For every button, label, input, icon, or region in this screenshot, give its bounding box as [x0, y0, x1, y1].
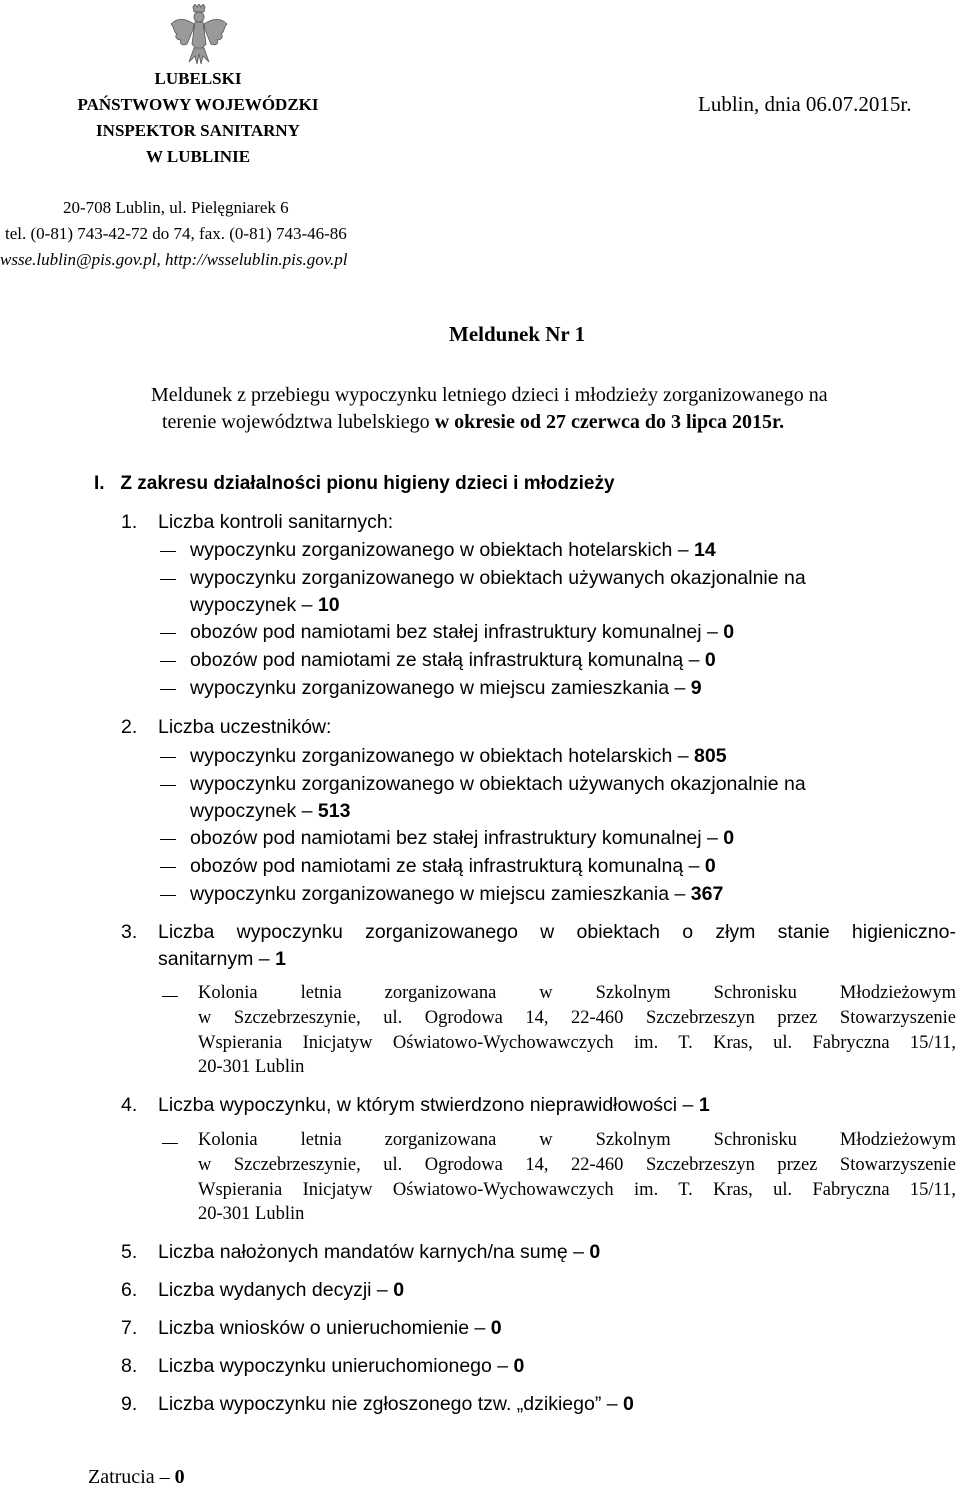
dash-bullet	[160, 661, 176, 662]
org-line: LUBELSKI	[154, 69, 242, 88]
list-item	[190, 855, 716, 878]
org-phone: tel. (0-81) 743-42-72 do 74, fax. (0-81) 743-46-86	[5, 224, 347, 243]
dash-bullet	[160, 689, 176, 690]
detail-line: Wspierania Inicjatyw Oświatowo-Wychowawczych im. T. Kras, ul. Fabryczna 15/11,	[198, 1180, 956, 1200]
section-heading	[94, 473, 615, 495]
list-item-text: obozów pod namiotami bez stałej infrastruktury komunalnej –	[190, 827, 724, 849]
list-item-value: 367	[690, 883, 724, 905]
intro-line-2	[162, 411, 784, 434]
list-item	[190, 677, 702, 700]
list-item-text: wypoczynku zorganizowanego w obiektach hotelarskich –	[190, 745, 695, 767]
org-web: wsse.lublin@pis.gov.pl, http://wsselublin.pis.gov.pl	[0, 250, 348, 269]
item-value: 0	[513, 1355, 525, 1377]
item-label: Liczba kontroli sanitarnych:	[158, 511, 394, 533]
list-item	[190, 621, 734, 644]
dash-bullet	[160, 579, 176, 580]
list-item-text: obozów pod namiotami ze stałą infrastrukturą komunalną –	[190, 855, 705, 877]
item-number: 6.	[121, 1279, 138, 1301]
dash-bullet	[162, 996, 178, 997]
item-label-cont	[158, 948, 286, 971]
list-item	[190, 594, 340, 617]
item-label: Liczba wypoczynku zorganizowanego w obiektach o złym stanie higieniczno-	[158, 921, 956, 943]
document-date: Lublin, dnia 06.07.2015r.	[698, 92, 912, 116]
detail-line: 20-301 Lublin	[198, 1057, 305, 1077]
detail-line: Kolonia letnia zorganizowana w Szkolnym Schronisku Młodzieżowym	[198, 983, 956, 1003]
list-item-text: wypoczynek –	[190, 594, 318, 616]
list-item-value: 513	[317, 800, 351, 822]
eagle-emblem-icon	[169, 4, 229, 68]
list-item	[190, 883, 723, 906]
list-item-value: 14	[694, 539, 716, 561]
item-label-text: Liczba wydanych decyzji –	[158, 1279, 394, 1301]
item-number: 3.	[121, 921, 138, 943]
list-item-value: 0	[704, 855, 716, 877]
dash-bullet	[162, 1143, 178, 1144]
list-item-value: 805	[694, 745, 727, 767]
list-item: wypoczynku zorganizowanego w obiektach używanych okazjonalnie na	[190, 567, 806, 589]
footer-label: Zatrucia –	[88, 1466, 175, 1488]
item-label-text: Liczba wniosków o unieruchomienie –	[158, 1317, 491, 1339]
item-number: 8.	[121, 1355, 138, 1377]
page-title: Meldunek Nr 1	[449, 322, 586, 346]
section-number: I.	[94, 473, 105, 494]
item-label	[158, 1393, 634, 1416]
item-number: 2.	[121, 716, 138, 738]
list-item-value: 0	[723, 827, 735, 849]
dash-bullet	[160, 757, 176, 758]
list-item-value: 0	[723, 621, 735, 643]
list-item-value: 0	[704, 649, 716, 671]
list-item	[190, 800, 350, 823]
item-number: 7.	[121, 1317, 138, 1339]
detail-line: Kolonia letnia zorganizowana w Szkolnym Schronisku Młodzieżowym	[198, 1130, 956, 1150]
dash-bullet	[160, 839, 176, 840]
detail-line: 20-301 Lublin	[198, 1204, 305, 1224]
detail-line: w Szczebrzeszynie, ul. Ogrodowa 14, 22-460 Szczebrzeszyn przez Stowarzyszenie	[198, 1155, 956, 1175]
list-item-text: wypoczynku zorganizowanego w obiektach hotelarskich –	[190, 539, 695, 561]
item-value: 0	[589, 1241, 601, 1263]
dash-bullet	[160, 785, 176, 786]
item-label: Liczba uczestników:	[158, 716, 332, 738]
item-number: 9.	[121, 1393, 138, 1415]
list-item-text: wypoczynku zorganizowanego w miejscu zamieszkania –	[190, 883, 691, 905]
item-label	[158, 1094, 710, 1117]
footer-line	[88, 1466, 185, 1489]
list-item	[190, 745, 727, 768]
list-item-text: obozów pod namiotami bez stałej infrastruktury komunalnej –	[190, 621, 724, 643]
dash-bullet	[160, 551, 176, 552]
item-number: 5.	[121, 1241, 138, 1263]
item-value: 0	[623, 1393, 634, 1415]
item-number: 4.	[121, 1094, 138, 1116]
org-line: INSPEKTOR SANITARNY	[96, 121, 300, 140]
item-value: 0	[490, 1317, 502, 1339]
item-label	[158, 1317, 502, 1340]
intro-line-1: Meldunek z przebiegu wypoczynku letniego dzieci i młodzieży zorganizowanego na	[151, 384, 828, 406]
list-item	[190, 649, 716, 672]
org-name	[50, 66, 346, 170]
list-item-text: wypoczynek –	[190, 800, 318, 822]
dash-bullet	[160, 895, 176, 896]
org-line: W LUBLINIE	[145, 147, 251, 166]
dash-bullet	[160, 633, 176, 634]
item-label-text: Liczba wypoczynku nie zgłoszonego tzw. „dzikiego” –	[158, 1393, 623, 1415]
item-value: 1	[698, 1094, 710, 1116]
item-label	[158, 1279, 404, 1302]
list-item-value: 10	[317, 594, 340, 616]
item-number: 1.	[121, 511, 138, 533]
list-item-value: 9	[690, 677, 702, 699]
item-label-text: sanitarnym –	[158, 948, 276, 970]
list-item	[190, 539, 716, 562]
list-item: wypoczynku zorganizowanego w obiektach używanych okazjonalnie na	[190, 773, 806, 795]
item-label-text: Liczba nałożonych mandatów karnych/na sumę –	[158, 1241, 590, 1263]
list-item	[190, 827, 734, 850]
footer-value: 0	[174, 1466, 185, 1488]
list-item-text: obozów pod namiotami ze stałą infrastrukturą komunalną –	[190, 649, 705, 671]
detail-line: Wspierania Inicjatyw Oświatowo-Wychowawczych im. T. Kras, ul. Fabryczna 15/11,	[198, 1033, 956, 1053]
org-line: PAŃSTWOWY WOJEWÓDZKI	[77, 95, 319, 114]
dash-bullet	[160, 867, 176, 868]
intro-period: w okresie od 27 czerwca do 3 lipca 2015r.	[434, 411, 785, 433]
list-item-text: wypoczynku zorganizowanego w miejscu zamieszkania –	[190, 677, 691, 699]
intro-text: terenie województwa lubelskiego	[162, 411, 435, 433]
item-value: 1	[275, 948, 286, 970]
section-title: Z zakresu działalności pionu higieny dzieci i młodzieży	[120, 473, 615, 494]
item-label	[158, 1355, 524, 1378]
org-address: 20-708 Lublin, ul. Pielęgniarek 6	[63, 198, 289, 217]
item-value: 0	[393, 1279, 405, 1301]
item-label-text: Liczba wypoczynku unieruchomionego –	[158, 1355, 514, 1377]
item-label	[158, 1241, 600, 1264]
item-label-text: Liczba wypoczynku, w którym stwierdzono nieprawidłowości –	[158, 1094, 699, 1116]
detail-line: w Szczebrzeszynie, ul. Ogrodowa 14, 22-460 Szczebrzeszyn przez Stowarzyszenie	[198, 1008, 956, 1028]
